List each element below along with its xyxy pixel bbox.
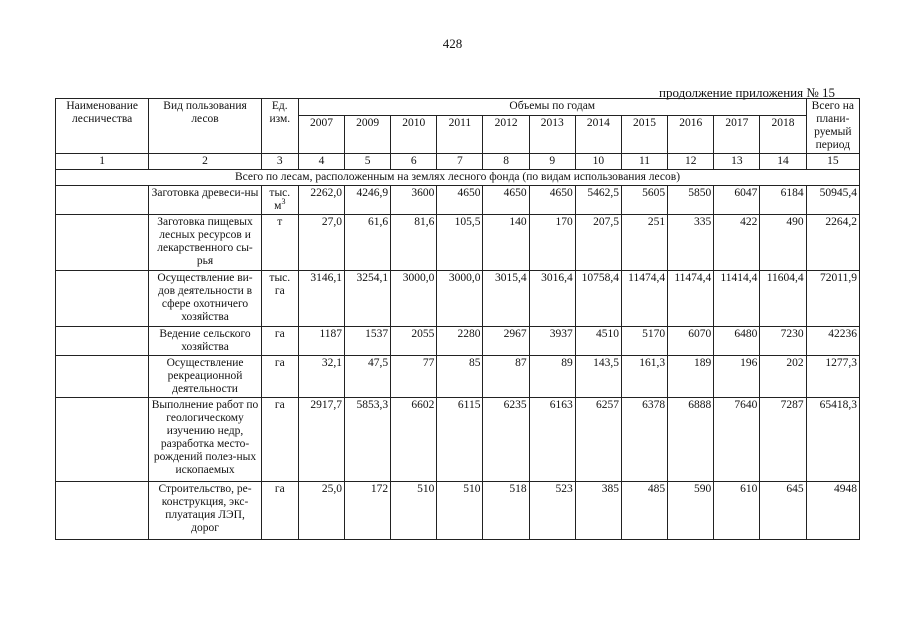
value-cell: 61,6 <box>345 215 391 271</box>
value-cell: 422 <box>714 215 760 271</box>
value-cell: 4650 <box>483 186 529 215</box>
year-cell: 2007 <box>298 116 344 154</box>
section-title: Всего по лесам, расположенным на землях лесного фонда (по видам использования лесов) <box>56 170 860 186</box>
unit-cell <box>261 215 298 271</box>
value-cell: 6480 <box>714 327 760 356</box>
value-cell: 6184 <box>760 186 806 215</box>
value-cell: 3937 <box>529 327 575 356</box>
value-cell: 202 <box>760 356 806 398</box>
unit-superscript: 3 <box>281 197 286 207</box>
value-cell: 47,5 <box>345 356 391 398</box>
page-number: 428 <box>442 36 463 51</box>
unit-cell <box>261 186 298 215</box>
unit-text: га <box>274 483 285 495</box>
value-cell: 251 <box>621 215 667 271</box>
column-number-cell: 15 <box>806 154 859 170</box>
value-cell: 2967 <box>483 327 529 356</box>
year-cell: 2017 <box>714 116 760 154</box>
value-cell: 610 <box>714 482 760 540</box>
value-cell: 510 <box>391 482 437 540</box>
header-total: Всего на плани-руемый период <box>806 99 859 154</box>
column-number-cell: 3 <box>261 154 298 170</box>
value-cell: 3000,0 <box>391 271 437 327</box>
total-cell: 2264,2 <box>806 215 859 271</box>
total-cell: 72011,9 <box>806 271 859 327</box>
value-cell: 518 <box>483 482 529 540</box>
value-cell: 3600 <box>391 186 437 215</box>
column-number-cell: 7 <box>437 154 483 170</box>
continuation-label: продолжение приложения № 15 <box>659 85 835 100</box>
value-cell: 6115 <box>437 398 483 482</box>
value-cell: 523 <box>529 482 575 540</box>
value-cell: 4650 <box>529 186 575 215</box>
forest-use-table <box>55 98 860 540</box>
column-number-cell: 5 <box>345 154 391 170</box>
total-cell: 42236 <box>806 327 859 356</box>
column-number-cell: 2 <box>149 154 261 170</box>
value-cell: 1537 <box>345 327 391 356</box>
unit-cell <box>261 356 298 398</box>
table-row <box>56 482 860 540</box>
value-cell: 87 <box>483 356 529 398</box>
unit-cell <box>261 482 298 540</box>
value-cell: 85 <box>437 356 483 398</box>
value-cell: 385 <box>575 482 621 540</box>
value-cell: 485 <box>621 482 667 540</box>
value-cell: 6378 <box>621 398 667 482</box>
table-row <box>56 271 860 327</box>
column-number-cell: 1 <box>56 154 149 170</box>
year-cell: 2015 <box>621 116 667 154</box>
column-number-cell: 14 <box>760 154 806 170</box>
section-row <box>56 170 860 186</box>
table-row <box>56 398 860 482</box>
value-cell: 172 <box>345 482 391 540</box>
column-number-cell: 6 <box>391 154 437 170</box>
use-type-cell: Строительство, ре-конструкция, экс-плуатация ЛЭП, дорог <box>149 482 261 540</box>
value-cell: 590 <box>668 482 714 540</box>
value-cell: 11604,4 <box>760 271 806 327</box>
year-cell: 2010 <box>391 116 437 154</box>
column-number-row <box>56 154 860 170</box>
value-cell: 207,5 <box>575 215 621 271</box>
value-cell: 6257 <box>575 398 621 482</box>
table-row <box>56 215 860 271</box>
year-cell: 2018 <box>760 116 806 154</box>
column-number-cell: 9 <box>529 154 575 170</box>
value-cell: 2262,0 <box>298 186 344 215</box>
value-cell: 6047 <box>714 186 760 215</box>
use-type-cell: Заготовка древеси-ны <box>149 186 261 215</box>
value-cell: 77 <box>391 356 437 398</box>
forestry-cell <box>56 215 149 271</box>
value-cell: 4650 <box>437 186 483 215</box>
value-cell: 7230 <box>760 327 806 356</box>
use-type-cell: Осуществление рекреационной деятельности <box>149 356 261 398</box>
value-cell: 3000,0 <box>437 271 483 327</box>
unit-text: т <box>277 216 283 228</box>
value-cell: 2280 <box>437 327 483 356</box>
forestry-cell <box>56 186 149 215</box>
total-cell: 65418,3 <box>806 398 859 482</box>
value-cell: 6163 <box>529 398 575 482</box>
value-cell: 5170 <box>621 327 667 356</box>
year-cell: 2009 <box>345 116 391 154</box>
use-type-cell: Выполнение работ по геологическому изучению недр, разработка место-рождений полез-ных ископаемых <box>149 398 261 482</box>
value-cell: 189 <box>668 356 714 398</box>
table-row <box>56 356 860 398</box>
table-row <box>56 327 860 356</box>
value-cell: 5605 <box>621 186 667 215</box>
column-number-cell: 11 <box>621 154 667 170</box>
year-cell: 2013 <box>529 116 575 154</box>
value-cell: 27,0 <box>298 215 344 271</box>
unit-text: тыс. м <box>269 187 291 212</box>
column-number-cell: 12 <box>668 154 714 170</box>
value-cell: 11414,4 <box>714 271 760 327</box>
use-type-cell: Ведение сельского хозяйства <box>149 327 261 356</box>
value-cell: 105,5 <box>437 215 483 271</box>
value-cell: 2055 <box>391 327 437 356</box>
value-cell: 11474,4 <box>621 271 667 327</box>
value-cell: 4510 <box>575 327 621 356</box>
value-cell: 5850 <box>668 186 714 215</box>
value-cell: 1187 <box>298 327 344 356</box>
value-cell: 335 <box>668 215 714 271</box>
value-cell: 161,3 <box>621 356 667 398</box>
value-cell: 170 <box>529 215 575 271</box>
value-cell: 89 <box>529 356 575 398</box>
year-cell: 2011 <box>437 116 483 154</box>
value-cell: 6235 <box>483 398 529 482</box>
value-cell: 7640 <box>714 398 760 482</box>
column-number-cell: 10 <box>575 154 621 170</box>
header-forestry: Наименование лесничества <box>56 99 149 154</box>
column-number-cell: 13 <box>714 154 760 170</box>
value-cell: 3015,4 <box>483 271 529 327</box>
total-cell: 50945,4 <box>806 186 859 215</box>
value-cell: 143,5 <box>575 356 621 398</box>
forestry-cell <box>56 356 149 398</box>
year-cell: 2012 <box>483 116 529 154</box>
total-cell: 1277,3 <box>806 356 859 398</box>
value-cell: 81,6 <box>391 215 437 271</box>
value-cell: 645 <box>760 482 806 540</box>
value-cell: 4246,9 <box>345 186 391 215</box>
unit-text: тыс. га <box>269 272 291 297</box>
header-unit: Ед. изм. <box>261 99 298 154</box>
value-cell: 6602 <box>391 398 437 482</box>
forestry-cell <box>56 327 149 356</box>
value-cell: 6888 <box>668 398 714 482</box>
forestry-cell <box>56 271 149 327</box>
forestry-cell <box>56 482 149 540</box>
column-number-cell: 4 <box>298 154 344 170</box>
header-use-type: Вид пользования лесов <box>149 99 261 154</box>
value-cell: 11474,4 <box>668 271 714 327</box>
value-cell: 5853,3 <box>345 398 391 482</box>
value-cell: 10758,4 <box>575 271 621 327</box>
header-volumes: Объемы по годам <box>298 99 806 116</box>
use-type-cell: Заготовка пищевых лесных ресурсов и лекарственного сы-рья <box>149 215 261 271</box>
total-cell: 4948 <box>806 482 859 540</box>
unit-cell <box>261 327 298 356</box>
value-cell: 510 <box>437 482 483 540</box>
year-cell: 2014 <box>575 116 621 154</box>
value-cell: 32,1 <box>298 356 344 398</box>
value-cell: 7287 <box>760 398 806 482</box>
header-row-1 <box>56 99 860 116</box>
table-row <box>56 186 860 215</box>
unit-text: га <box>274 328 285 340</box>
unit-cell <box>261 271 298 327</box>
use-type-cell: Осуществление ви-дов деятельности в сфере охотничего хозяйства <box>149 271 261 327</box>
unit-text: га <box>274 399 285 411</box>
forestry-cell <box>56 398 149 482</box>
unit-cell <box>261 398 298 482</box>
unit-text: га <box>274 357 285 369</box>
value-cell: 5462,5 <box>575 186 621 215</box>
value-cell: 25,0 <box>298 482 344 540</box>
value-cell: 196 <box>714 356 760 398</box>
value-cell: 490 <box>760 215 806 271</box>
value-cell: 3016,4 <box>529 271 575 327</box>
value-cell: 2917,7 <box>298 398 344 482</box>
value-cell: 140 <box>483 215 529 271</box>
year-cell: 2016 <box>668 116 714 154</box>
column-number-cell: 8 <box>483 154 529 170</box>
value-cell: 3254,1 <box>345 271 391 327</box>
value-cell: 6070 <box>668 327 714 356</box>
value-cell: 3146,1 <box>298 271 344 327</box>
